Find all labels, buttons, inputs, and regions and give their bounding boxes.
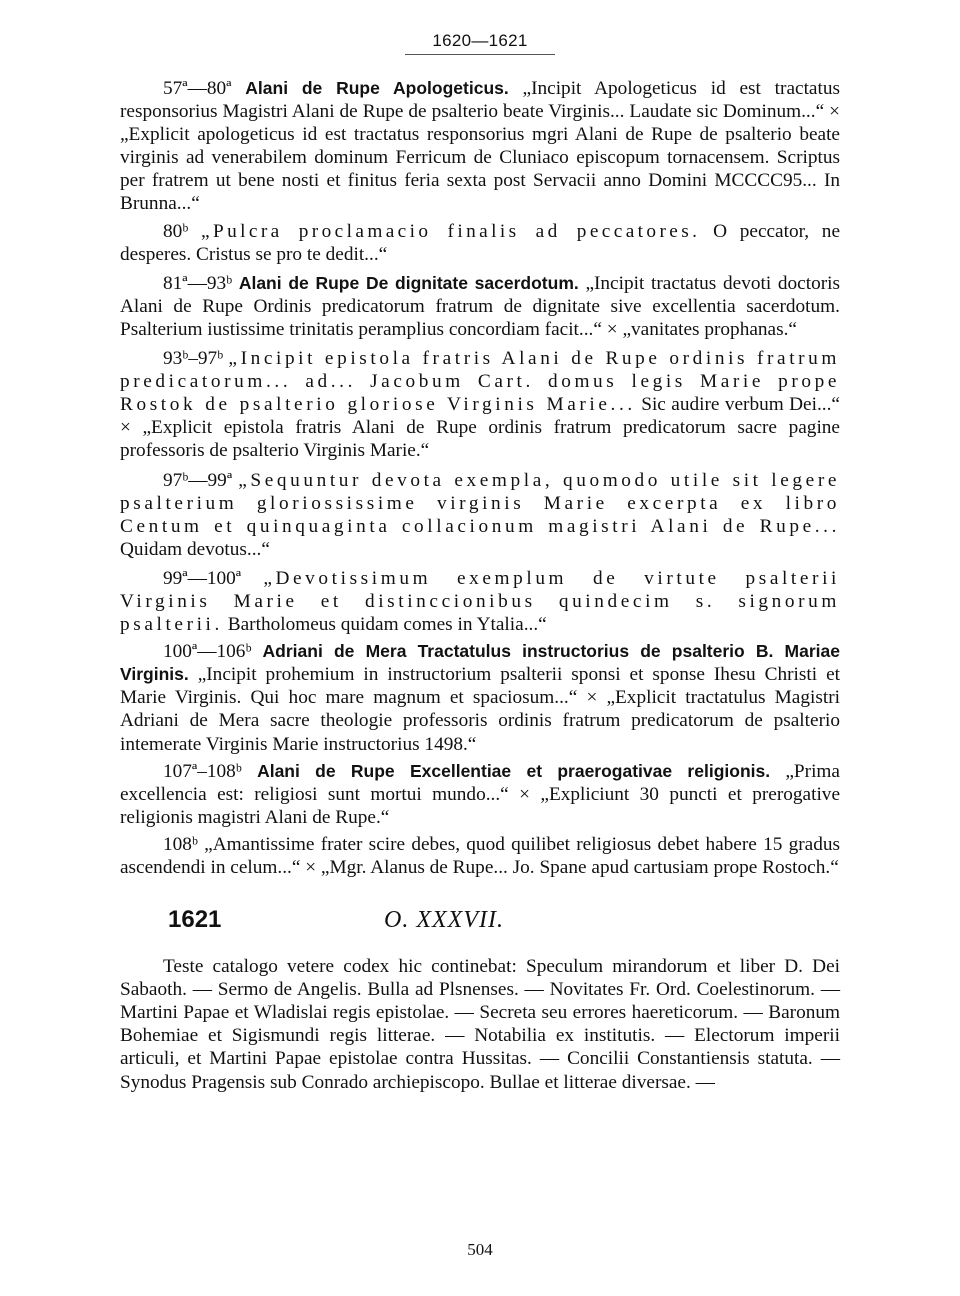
entry-folio: 57ª—80ª [163,78,232,99]
entry-list [120,77,840,879]
entry-text: O peccator, ne desperes. Cristus se pro te dedit...“ [120,220,841,265]
entry-spaced-title: „Incipit epistola fratris Alani de Rupe ordinis fratrum predicatorum... ad... Jacobum Cart. domus legis Marie prope Rostok de psalterio gloriose Virginis Marie... [120,348,841,416]
entry-2 [120,220,840,266]
entry-title: Alani de Rupe Apologeticus. [245,78,509,98]
entry-spaced-title: „Devotissimum exemplum de virtute psalterii Virginis Marie et distinccionibus quindecim s. signorum psalterii. [120,567,840,636]
entry-folio: 107ª–108ᵇ [163,760,242,782]
entry-text: „Incipit prohemium in instructorium psalterii sponsi et sponse Ihesu Christi et Marie Virginis. Qui hoc mare magnum et spaciosum...“ × „Explicit tractatulus Magistri Adriani de Mera sacre theologie professoris ordinis fratrum predicatorum de psalterio intemerate Virginis Marie instructorius 1498.“ [120,664,840,755]
section-heading [120,905,840,935]
section-number: 1621 [168,906,222,934]
entry-folio: 97ᵇ—99ª [163,469,233,491]
entry-text: Bartholomeus quidam comes in Ytalia...“ [227,614,547,636]
entry-title: Alani de Rupe De dignitate sacerdotum. [238,272,579,293]
entry-text: „Amantissime frater scire debes, quod quilibet religiosus debet habere 15 gradus ascendendi in celum...“ × „Mgr. Alanus de Rupe... Jo. Spane apud cartusiam prope Rostoch.“ [120,833,840,878]
entry-spaced-title: „Sequuntur devota exempla, quomodo utile sit legere psalterium gloriossissime virginis Marie excerpta ex libro Centum et quinquaginta collacionum magistri Alani de Rupe... [120,469,840,537]
document-page [120,30,840,1270]
entry-text: „Incipit Apologeticus id est tractatus responsorius Magistri Alani de Rupe de psalterio beate Virginis... Laudate sic Dominum...“ × „Explicit apologeticus id est tractatus responsorius mgri Alani de Rupe de psalterio beate virginis ad venerabilem dominum Ferricum de Cluniaco episcopum tornacensem. Scriptus per fratrem ut bene nosti et finitus feria sexta post Servacii anno Domini MCCCC95... In Brunna...“ [120,78,840,215]
entry-7 [120,640,840,755]
entry-6 [120,567,840,636]
page-number: 504 [467,1240,493,1259]
entry-text: Sic audire verbum Dei...“ × „Explicit epistola fratris Alani de Rupe ordinis fratrum predicatorum sacre pagine professoris de psalterio Virginis Marie.“ [120,394,840,462]
entry-spaced-title: „Pulcra proclamacio finalis ad peccatores. [201,220,701,242]
entry-folio: 93ᵇ–97ᵇ [163,348,224,370]
entry-text: „Prima excellencia est: religiosi sunt mortui mundo...“ × „Expliciunt 30 puncti et prerogative religionis magistri Alani de Rupe.“ [120,760,840,828]
section-text: Teste catalogo vetere codex hic continebat: Speculum mirandorum et liber D. Dei Sabaoth. — Sermo de Angelis. Bulla ad Plsnenses. — Novitates Fr. Ord. Coelestinorum. — Martini Papae et Wladislai regis epistolae. — Secreta seu errores haereticorum. — Baronum Bohemiae et Sigismundi regis litterae. — Notabilia ex institutis. — Electorum imperii articuli, et Martini Papae epistolae contra Hussitas. — Concilii Constantiensis statuta. — Synodus Pragensis sub Conrado archiepiscopo. Bullae et litterae diversae. — [120,956,840,1093]
entry-title: Alani de Rupe Excellentiae et praerogativae religionis. [257,760,771,781]
entry-1 [120,77,840,216]
entry-folio: 108ᵇ [163,833,198,855]
entry-folio: 100ª—106ᵇ [163,641,252,663]
entry-title: Adriani de Mera Tractatulus instructorius de psalterio B. Mariae Virginis. [120,641,840,685]
entry-3 [120,272,840,341]
running-head: 1620—1621 [432,31,528,50]
entry-text: Quidam devotus...“ [120,538,270,560]
entry-folio: 99ª—100ª [163,567,242,589]
entry-folio: 80ᵇ [163,220,189,242]
entry-5 [120,469,840,561]
entry-8 [120,760,840,829]
entry-folio: 81ª—93ᵇ [163,272,233,294]
entry-4 [120,347,840,462]
running-head-rule [405,54,555,55]
entry-9 [120,833,840,879]
entry-text: „Incipit tractatus devoti doctoris Alani de Rupe Ordinis predicatorum fratrum de dignitate sive excellentia sacerdotum. Psalterium iustissime trinitatis peramplius concordiam facit...“ × „vanitates prophanas.“ [120,272,840,340]
section-signature: O. XXXVII. [384,907,504,934]
